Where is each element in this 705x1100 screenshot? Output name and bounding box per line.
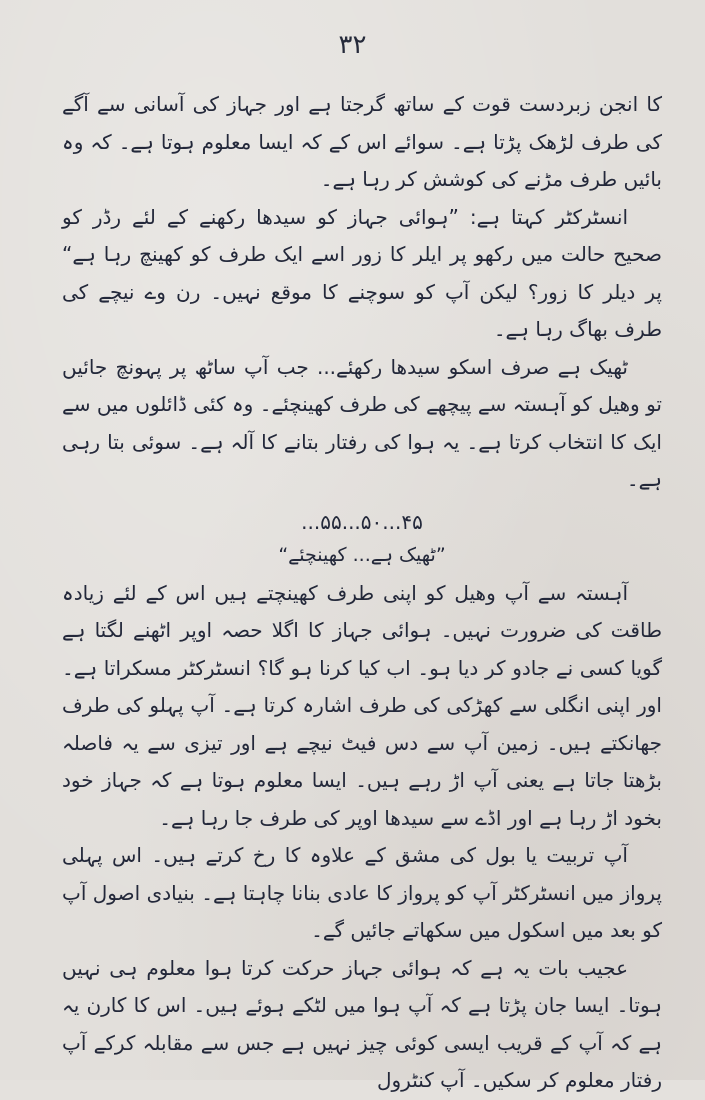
- page-number: ۳۲: [338, 30, 367, 60]
- page-body-text: [62, 86, 662, 1100]
- paragraph-3: ٹھیک ہے صرف اسکو سیدھا رکھئے... جب آپ ساٹھ پر پہونچ جائیں تو وھیل کو آہستہ سے پیچھے کی طرف کھینچئے۔ وہ کئی ڈائلوں میں سے ایک کا انتخاب کرتا ہے۔ یہ ہوا کی رفتار بتانے کا آلہ ہے۔ سوئی بتا رہی ہے۔: [62, 354, 662, 491]
- paragraph-4: آہستہ سے آپ وھیل کو اپنی طرف کھینچتے ہیں اس کے لئے زیادہ طاقت کی ضرورت نہیں۔ ہوائی جہاز کا اگلا حصہ اوپر اٹھنے لگتا ہے گویا کسی نے جادو کر دیا ہو۔ اب کیا کرنا ہو گا؟ انسٹرکٹر مسکراتا ہے۔ اور اپنی انگلی سے کھڑکی کی طرف اشارہ کرتا ہے۔ آپ پہلو کی طرف جھانکتے ہیں۔ زمین آپ سے دس فیٹ نیچے ہے اور تیزی سے یہ فاصلہ بڑھتا جاتا ہے یعنی آپ اڑ رہے ہیں۔ ایسا معلوم ہوتا ہے کہ جہاز خود بخود اڑ رہا ہے اور اڈے سے سیدھا اوپر کی طرف جا رہا ہے۔: [62, 580, 662, 830]
- airspeed-readout-line: ...۵۵...۵۰...۴۵: [301, 509, 423, 534]
- paragraph-6: عجیب بات یہ ہے کہ ہوائی جہاز حرکت کرتا ہوا معلوم ہی نہیں ہوتا۔ ایسا جان پڑتا ہے کہ آپ ہوا میں لٹکے ہوئے ہیں۔ اس کا کارن یہ ہے کہ آپ کے قریب ایسی کوئی چیز نہیں ہے جس سے مقابلہ کرکے آپ رفتار معلوم کر سکیں۔ آپ کنٹرول: [62, 955, 662, 1092]
- instructor-quote-line: ”ٹھیک ہے... کھینچئے“: [278, 543, 446, 566]
- paragraph-2: انسٹرکٹر کہتا ہے: ”ہوائی جہاز کو سیدھا رکھنے کے لئے رڈر کو صحیح حالت میں رکھو پر ایلر کا زور اسے ایک طرف کو کھینچ رہا ہے“ پر دیلر کا زور؟ لیکن آپ کو سوچنے کا موقع نہیں۔ رن وے نیچے کی طرف بھاگ رہا ہے۔: [62, 204, 662, 341]
- paragraph-5: آپ تربیت یا بول کی مشق کے علاوہ کا رخ کرتے ہیں۔ اس پہلی پرواز میں انسٹرکٹر آپ کو پرواز کا عادی بنانا چاہتا ہے۔ بنیادی اصول آپ کو بعد میں اسکول میں سکھاتے جائیں گے۔: [62, 843, 662, 942]
- paragraph-1: کا انجن زبردست قوت کے ساتھ گرجتا ہے اور جہاز کی آسانی سے آگے کی طرف لڑھک پڑتا ہے۔ سوائے اس کے کہ ایسا معلوم ہوتا ہے۔ کہ وہ بائیں طرف مڑنے کی کوشش کر رہا ہے۔: [62, 92, 662, 191]
